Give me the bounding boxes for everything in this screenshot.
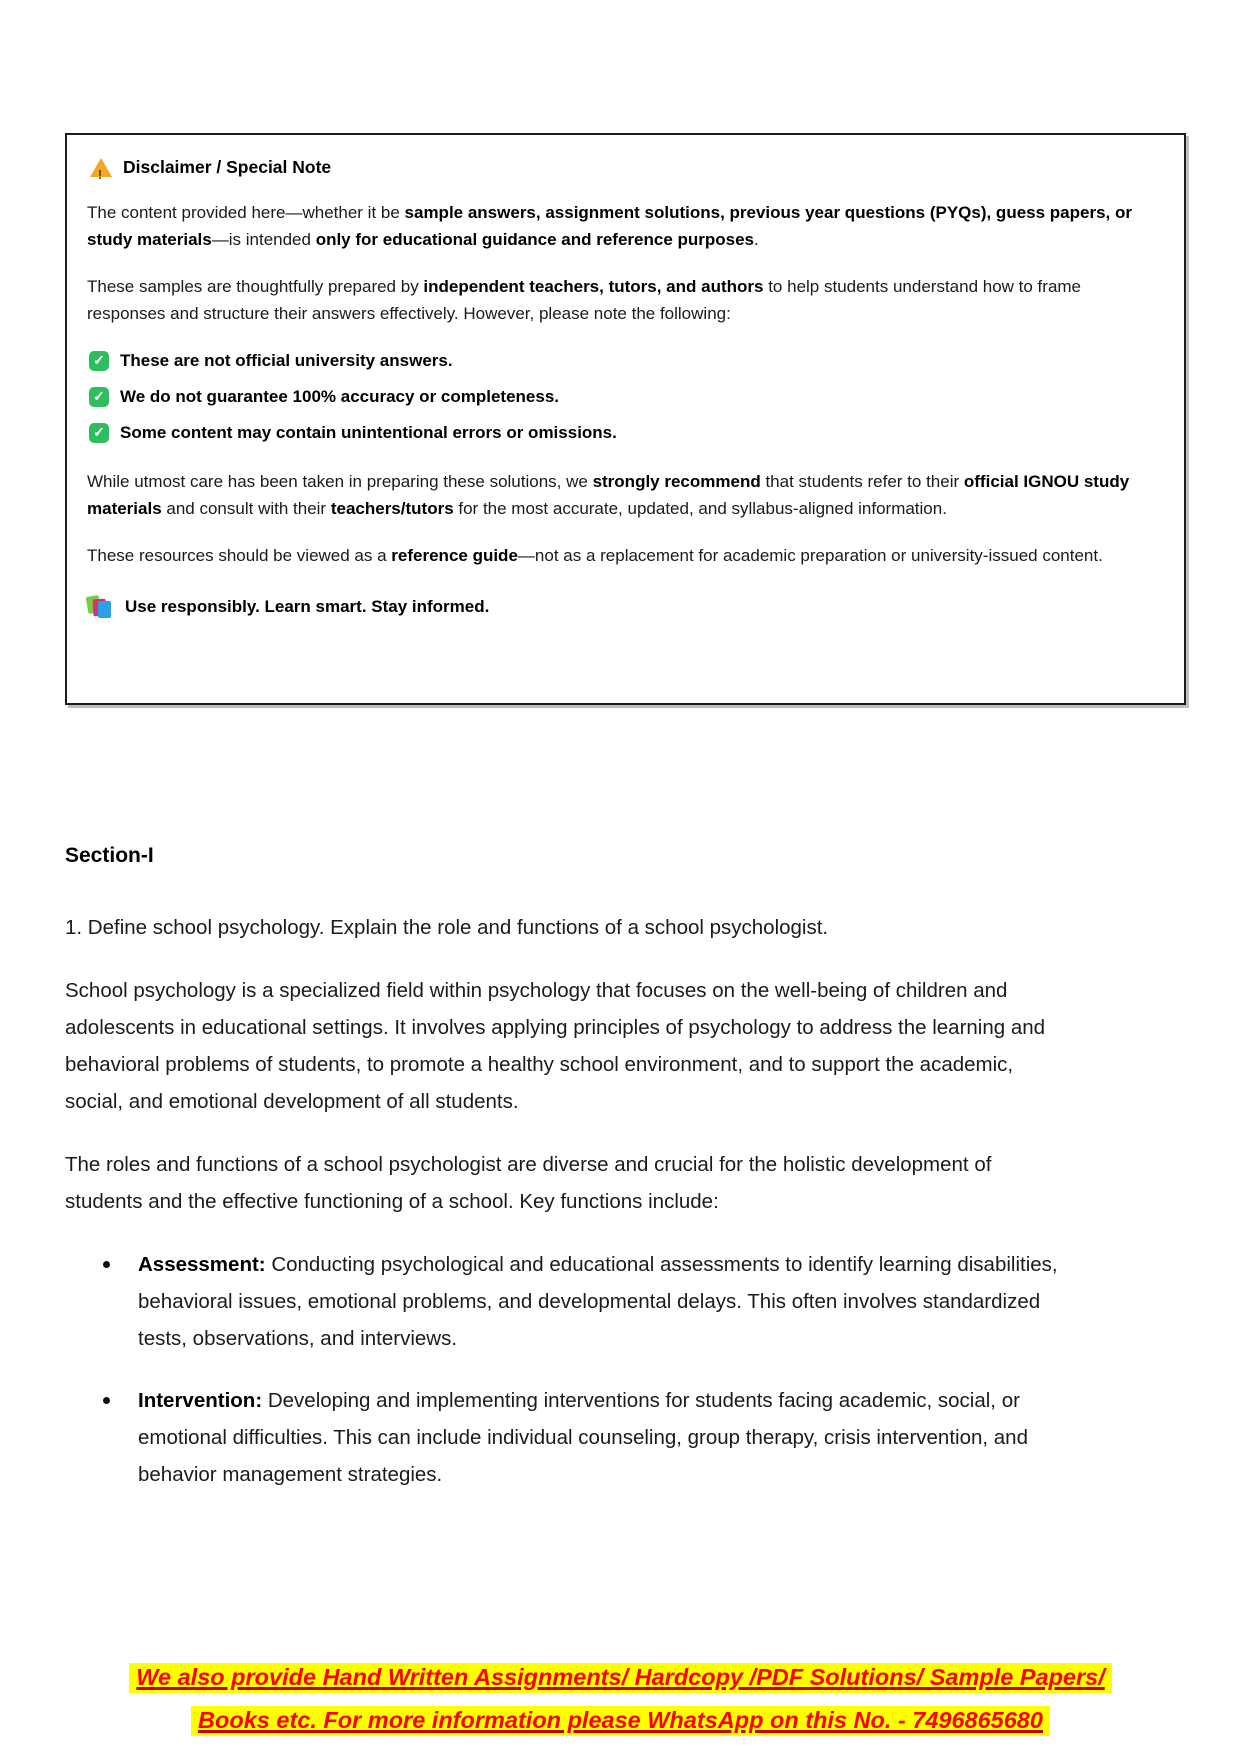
bullet-intervention-text: Intervention: Developing and implementing interventions for students facing academic, social, or emotional difficulties. This can include individual counseling, group therapy, crisis intervention, and behavior management strategies. (138, 1389, 1028, 1486)
disclaimer-paragraph-4: These resources should be viewed as a reference guide—not as a replacement for academic preparation or university-issued content. (87, 546, 1103, 565)
answer-paragraph-2: The roles and functions of a school psychologist are diverse and crucial for the holistic development of students and the effective functioning of a school. Key functions include: (65, 1153, 992, 1213)
disclaimer-header (89, 154, 1162, 181)
green-check-icon (89, 423, 109, 443)
bullet-assessment-text: Assessment: Conducting psychological and educational assessments to identify learning disabilities, behavioral issues, emotional problems, and developmental delays. This often involves standardized tests, observations, and interviews. (138, 1253, 1058, 1350)
checklist-item-text: We do not guarantee 100% accuracy or completeness. (120, 387, 560, 406)
promo-footer (0, 1656, 1241, 1742)
bullet-dot-icon (103, 1397, 110, 1404)
checklist-item (89, 347, 1162, 374)
checklist-item (89, 419, 1162, 446)
answer-content (65, 843, 1065, 1518)
question-1-text: 1. Define school psychology. Explain the role and functions of a school psychologist. (65, 916, 829, 939)
disclaimer-checklist (87, 347, 1162, 446)
green-check-icon (89, 387, 109, 407)
promo-line (0, 1699, 1241, 1742)
checklist-item-text: These are not official university answers. (120, 351, 453, 370)
checklist-item-text: Some content may contain unintentional errors or omissions. (120, 423, 617, 442)
key-functions-list (65, 1246, 1065, 1493)
disclaimer-box (65, 133, 1186, 705)
promo-line (0, 1656, 1241, 1699)
promo-line-1-text: We also provide Hand Written Assignments/ Hardcopy /PDF Solutions/ Sample Papers/ (129, 1663, 1112, 1693)
bullet-intervention (65, 1382, 1065, 1493)
disclaimer-closing-row (87, 593, 1162, 620)
disclaimer-paragraph-1: The content provided here—whether it be sample answers, assignment solutions, previous year questions (PYQs), guess papers, or study materials—is intended only for educational guidance and reference purposes. (87, 203, 1132, 249)
warning-icon (89, 157, 113, 178)
disclaimer-paragraph-3: While utmost care has been taken in preparing these solutions, we strongly recommend that students refer to their official IGNOU study materials and consult with their teachers/tutors for the most accurate, updated, and syllabus-aligned information. (87, 472, 1130, 518)
green-check-icon (89, 351, 109, 371)
disclaimer-title: Disclaimer / Special Note (123, 157, 332, 177)
bullet-assessment (65, 1246, 1065, 1357)
disclaimer-closing-text: Use responsibly. Learn smart. Stay informed. (125, 597, 490, 616)
bullet-dot-icon (103, 1261, 110, 1268)
checklist-item (89, 383, 1162, 410)
books-icon (87, 595, 113, 618)
answer-paragraph-1: School psychology is a specialized field within psychology that focuses on the well-being of children and adolescents in educational settings. It involves applying principles of psychology to address the learning and behavioral problems of students, to promote a healthy school environment, and to support the academic, social, and emotional development of all students. (65, 979, 1046, 1113)
promo-line-2-text: Books etc. For more information please WhatsApp on this No. - 7496865680 (191, 1706, 1050, 1736)
section-heading: Section-I (65, 844, 154, 867)
disclaimer-paragraph-2: These samples are thoughtfully prepared by independent teachers, tutors, and authors to help students understand how to frame responses and structure their answers effectively. However, please note the following: (87, 277, 1082, 323)
